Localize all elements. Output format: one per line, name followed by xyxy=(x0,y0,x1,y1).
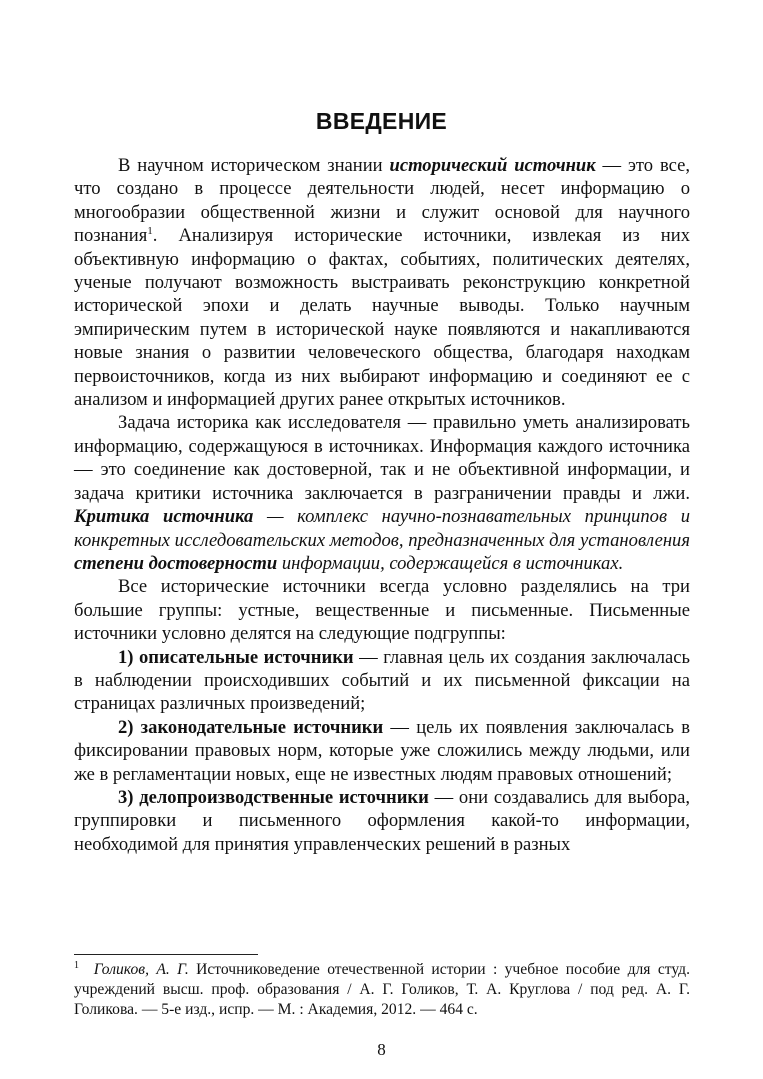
p1-text-3: . Анализируя исторические источники, извлекая из них объективную информацию о фактах, событиях, политических деятелях, ученые получают возможность выстраивать реконструкцию конкретной исторической эпохи и делать научные выводы. Только научным эмпирическим путем в исторической науке появляются и накапливаются новые знания о развитии человеческого общества, благодаря находкам первоисточников, когда из них выбирают информацию и соединяют ее с анализом и информацией других ранее открытых источников. xyxy=(74,225,690,411)
footnote-divider xyxy=(74,954,258,955)
chapter-title: ВВЕДЕНИЕ xyxy=(315,108,448,134)
term-historical-source: исторический источник xyxy=(389,155,596,176)
term-degree-of-reliability: степени достоверности xyxy=(74,552,278,574)
p6-text-1: — они создавались для выбора, группировки и письменного оформления какой-то информации, необходимой для принятия управленческих решений в разных xyxy=(74,786,690,855)
paragraph-6 xyxy=(74,786,690,856)
p3-text-1: Все исторические источники всегда условно разделялись на три большие группы: устные, вещественные и письменные. Письменные источники условно делятся на следующие подгруппы: xyxy=(74,576,690,645)
p5-text-1: — цель их появления заключалась в фиксировании правовых норм, которые уже сложились между людьми, или же в регламентации новых, еще не известных людям правовых отношений; xyxy=(74,716,690,785)
footnote-number: 1 xyxy=(74,960,79,971)
p2-italic-2: информации, содержащейся в источниках. xyxy=(277,552,624,574)
main-text xyxy=(74,154,690,856)
footnote-author: Голиков, А. Г. xyxy=(93,961,189,978)
footnote xyxy=(74,960,690,1020)
p2-text-1: Задача историка как исследователя — правильно уметь анализировать информацию, содержащуюся в источниках. Информация каждого источника — это соединение как достоверной, так и не объективной информации, и задача критики источника заключается в разграничении правды и лжи. xyxy=(74,412,690,504)
p2-italic-1: — комплекс научно-познавательных принципов и конкретных исследовательских методов, предназначенных для установления xyxy=(74,506,690,551)
paragraph-1 xyxy=(74,154,690,411)
paragraph-3 xyxy=(74,575,690,645)
term-descriptive-sources: 1) описательные источники xyxy=(118,646,354,668)
p1-text-1: В научном историческом знании xyxy=(118,155,390,176)
footnote-ref: 1 xyxy=(147,225,153,238)
term-office-sources: 3) делопроизводственные источники xyxy=(118,786,429,808)
p1-text-2: — это все, что создано в процессе деятельности людей, несет информацию о многообразии общественной жизни и служит основой для научного познания xyxy=(74,155,690,247)
page-number: 8 xyxy=(377,1040,386,1059)
paragraph-2 xyxy=(74,411,690,575)
paragraph-5 xyxy=(74,716,690,786)
paragraph-4 xyxy=(74,646,690,716)
footnote-text: Источниковедение отечественной истории : учебное пособие для студ. учреждений высш. проф. образования / А. Г. Голиков, Т. А. Круглова / под ред. А. Г. Голикова. — 5-е изд., испр. — М. : Академия, 2012. — 464 с. xyxy=(74,961,690,1018)
term-legislative-sources: 2) законодательные источники xyxy=(118,716,384,738)
term-source-criticism: Критика источника xyxy=(74,506,254,528)
p4-text-1: — главная цель их создания заключалась в наблюдении происходивших событий и их письменной фиксации на страницах различных произведений; xyxy=(74,646,690,715)
